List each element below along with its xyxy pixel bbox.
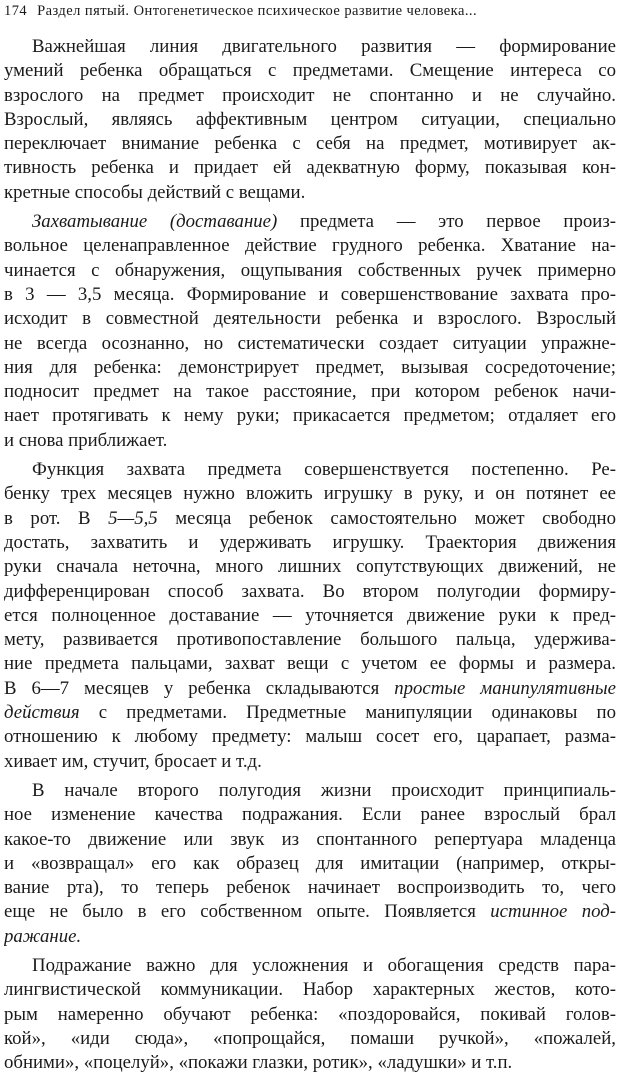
text-line bbox=[4, 1027, 616, 1051]
text-line bbox=[4, 458, 616, 482]
text-line bbox=[4, 701, 616, 725]
text-line bbox=[4, 59, 616, 83]
text-run: какое-то движение или звук из спонтанного репертуара младенца bbox=[4, 828, 616, 850]
text-line bbox=[4, 404, 616, 428]
text-line bbox=[4, 507, 616, 531]
text-run: Подражание важно для усложнения и обогащения средств пара- bbox=[32, 954, 616, 976]
paragraph bbox=[4, 458, 616, 774]
text-line bbox=[4, 84, 616, 108]
text-run: рым намеренно обучают ребенка: «поздоровайся, покивай голов- bbox=[4, 1003, 616, 1025]
text-line bbox=[4, 628, 616, 652]
text-line bbox=[4, 580, 616, 604]
text-run: предмета — это первое произ- bbox=[277, 211, 616, 233]
text-run: вание рта), то теперь ребенок начинает воспроизводить то, чего bbox=[4, 877, 616, 899]
text-run: вольное целенаправленное действие грудного ребенка. Хватание на- bbox=[4, 235, 616, 257]
text-line bbox=[4, 380, 616, 404]
page-header bbox=[4, 0, 616, 22]
text-run: не всегда осознанно, но систематически создает ситуации упражне- bbox=[4, 332, 616, 354]
paragraph bbox=[4, 35, 616, 205]
paragraph bbox=[4, 779, 616, 949]
text-line bbox=[4, 828, 616, 852]
text-line bbox=[4, 852, 616, 876]
text-run: кретные способы действий с вещами. bbox=[4, 181, 306, 203]
text-line bbox=[4, 283, 616, 307]
text-run: умений ребенка обращаться с предметами. Смещение интереса со bbox=[4, 60, 616, 82]
text-run: бенку трех месяцев нужно вложить игрушку в руку, и он потянет ее bbox=[4, 483, 616, 505]
text-run: и снова приближает. bbox=[4, 429, 168, 451]
text-run: нает протягивать к нему руки; прикасается предметом; отдаляет его bbox=[4, 405, 616, 427]
text-line bbox=[4, 35, 616, 59]
text-line bbox=[4, 750, 616, 774]
text-run: чинается с обнаружения, ощупывания собственных ручек примерно bbox=[4, 259, 616, 281]
text-line bbox=[4, 1003, 616, 1027]
text-run: руки сначала неточна, много лишних сопутствующих движений, не bbox=[4, 556, 616, 578]
body-text bbox=[4, 35, 616, 1075]
text-run: отношению к любому предмету: малыш сосет его, царапает, разма- bbox=[4, 726, 616, 748]
italic-text: простые манипулятивные bbox=[394, 677, 616, 699]
text-line bbox=[4, 954, 616, 978]
text-run: ние предмета пальцами, захват вещи с учетом ее формы и размера. bbox=[4, 653, 616, 675]
text-line bbox=[4, 925, 616, 949]
text-line bbox=[4, 555, 616, 579]
text-line bbox=[4, 978, 616, 1002]
italic-text: Захватывание (доставание) bbox=[32, 211, 278, 233]
text-run: Функция захвата предмета совершенствуется постепенно. Ре- bbox=[32, 459, 616, 481]
text-line bbox=[4, 652, 616, 676]
text-line bbox=[4, 1051, 616, 1075]
text-run: взрослого на предмет происходит не спонтанно и не случайно. bbox=[4, 84, 616, 106]
text-run: лингвистической коммуникации. Набор характерных жестов, кото- bbox=[4, 979, 616, 1001]
text-line bbox=[4, 482, 616, 506]
text-line bbox=[4, 259, 616, 283]
text-line bbox=[4, 132, 616, 156]
text-run: обними», «поцелуй», «покажи глазки, ротик», «ладушки» и т.п. bbox=[4, 1052, 513, 1074]
text-line bbox=[4, 604, 616, 628]
text-line bbox=[4, 356, 616, 380]
text-run: В начале второго полугодия жизни происходит принципиаль- bbox=[32, 779, 616, 801]
text-run: В 6—7 месяцев у ребенка складываются bbox=[4, 677, 395, 699]
text-line bbox=[4, 108, 616, 132]
text-run: тивность ребенка и придает ей адекватную форму, показывая кон- bbox=[4, 157, 616, 179]
text-run: в 3 — 3,5 месяца. Формирование и совершенствование захвата про- bbox=[4, 283, 616, 305]
text-run: еще не было в его собственном опыте. Появляется bbox=[4, 901, 491, 923]
paragraph bbox=[4, 954, 616, 1075]
text-line bbox=[4, 210, 616, 234]
italic-text: истинное под- bbox=[490, 901, 616, 923]
text-line bbox=[4, 876, 616, 900]
text-line bbox=[4, 181, 616, 205]
text-run: и «возвращал» его как образец для имитации (например, откры- bbox=[4, 852, 616, 874]
text-line bbox=[4, 156, 616, 180]
italic-text: ражание. bbox=[4, 925, 82, 947]
text-run: ное изменение качества подражания. Если ранее взрослый брал bbox=[4, 804, 616, 826]
text-line bbox=[4, 900, 616, 924]
italic-text: действия bbox=[4, 702, 80, 724]
text-run: достать, захватить и удерживать игрушку. Траектория движения bbox=[4, 531, 616, 553]
text-line bbox=[4, 725, 616, 749]
text-run: в рот. В bbox=[4, 507, 109, 529]
paragraph bbox=[4, 210, 616, 453]
text-run: хивает им, стучит, бросает и т.д. bbox=[4, 750, 262, 772]
text-run: ния для ребенка: демонстрирует предмет, вызывая сосредоточение; bbox=[4, 356, 616, 378]
book-page bbox=[4, 0, 616, 1080]
text-run: переключает внимание ребенка с себя на предмет, мотивирует ак- bbox=[4, 133, 616, 155]
italic-text: 5—5,5 bbox=[108, 507, 158, 529]
text-line bbox=[4, 429, 616, 453]
text-run: месяца ребенок самостоятельно может свободно bbox=[157, 507, 616, 529]
page-number: 174 bbox=[4, 3, 28, 19]
text-line bbox=[4, 307, 616, 331]
text-line bbox=[4, 234, 616, 258]
text-run: дифференцирован способ захвата. Во втором полугодии формиру- bbox=[4, 580, 616, 602]
text-line bbox=[4, 677, 616, 701]
text-line bbox=[4, 803, 616, 827]
text-run: Взрослый, являясь аффективным центром ситуации, специально bbox=[4, 108, 616, 130]
text-run: с предметами. Предметные манипуляции одинаковы по bbox=[79, 702, 616, 724]
text-run: исходит в совместной деятельности ребенка и взрослого. Взрослый bbox=[4, 308, 616, 330]
text-run: Важнейшая линия двигательного развития — формирование bbox=[32, 36, 616, 57]
text-run: ется полноценное доставание — уточняется движение руки к пред- bbox=[4, 604, 616, 626]
text-line bbox=[4, 531, 616, 555]
text-run: кой», «иди сюда», «попрощайся, помаши ручкой», «пожалей, bbox=[4, 1027, 616, 1049]
running-title: Раздел пятый. Онтогенетическое психическое развитие человека... bbox=[37, 3, 478, 19]
text-line bbox=[4, 779, 616, 803]
text-run: подносит предмет на такое расстояние, при котором ребенок начи- bbox=[4, 381, 616, 403]
text-line bbox=[4, 332, 616, 356]
text-run: мету, развивается противопоставление большого пальца, удержива- bbox=[4, 629, 616, 651]
